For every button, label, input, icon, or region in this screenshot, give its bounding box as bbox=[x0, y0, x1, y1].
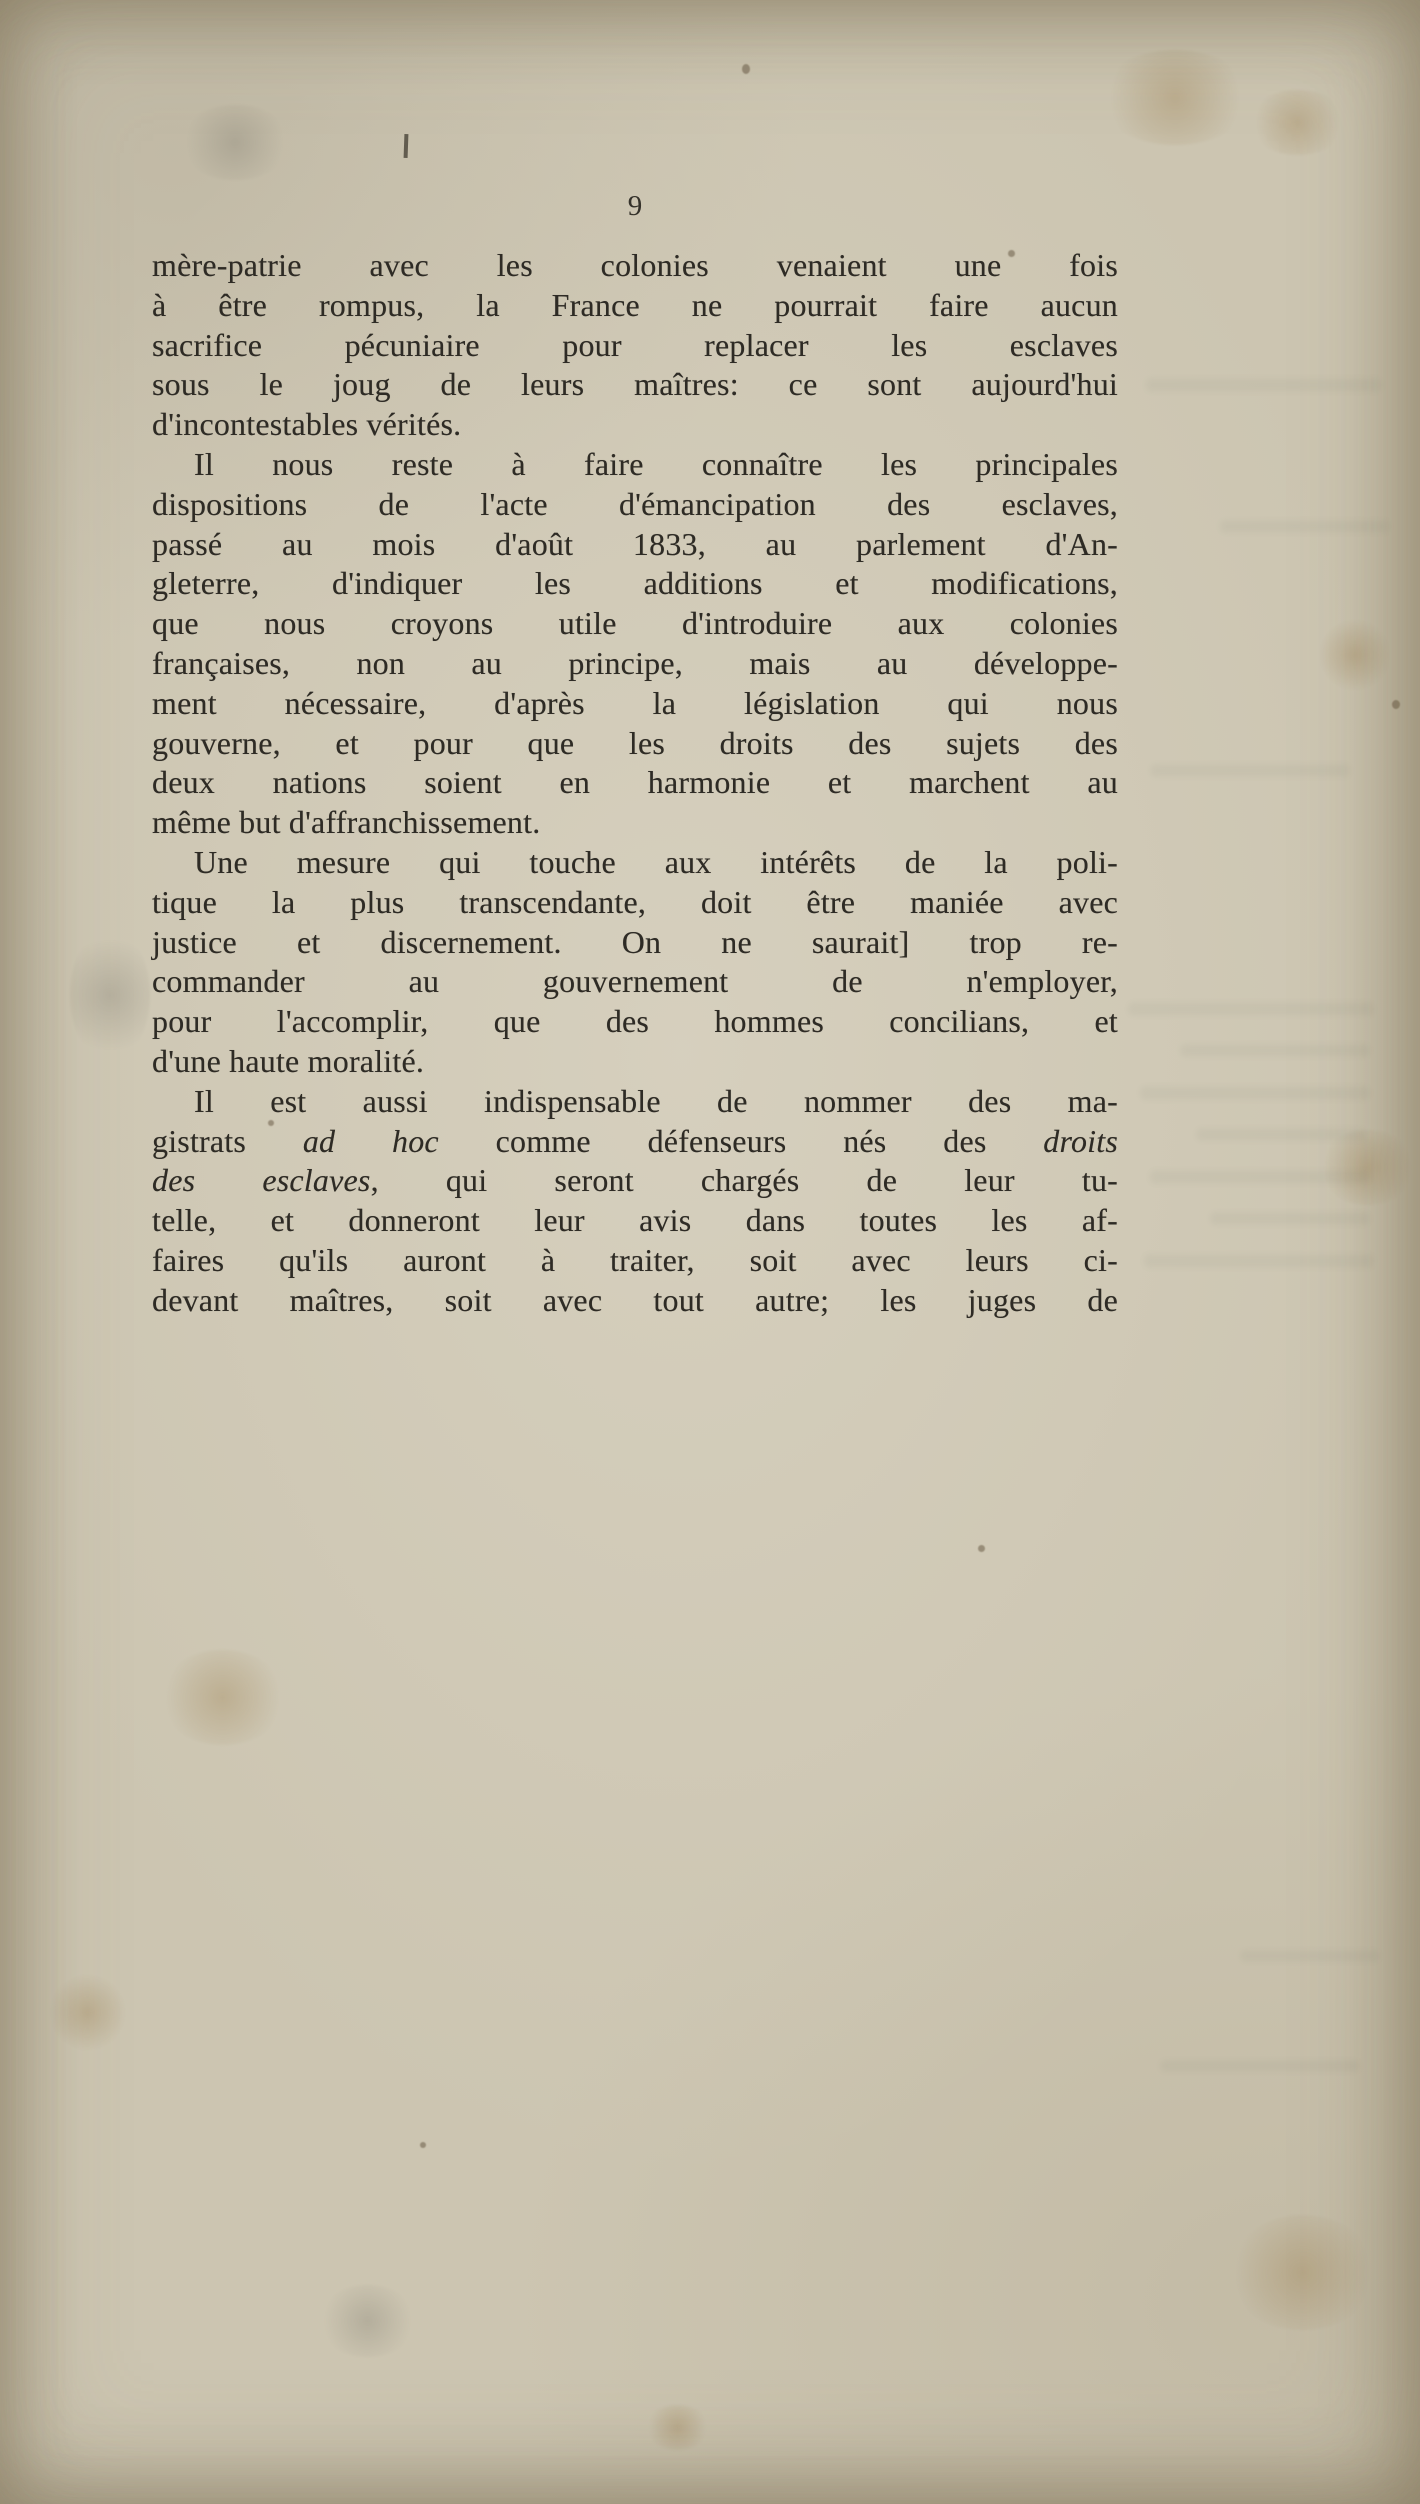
stain bbox=[1230, 2215, 1375, 2330]
text-line: gleterre, d'indiquer les additions et modifications, bbox=[152, 565, 1118, 602]
stain bbox=[1320, 620, 1390, 690]
bleed-through-mark bbox=[1150, 764, 1350, 777]
text-line: commander au gouvernement de n'employer, bbox=[152, 963, 1118, 1000]
ink-speck bbox=[420, 2142, 426, 2148]
text-line: Une mesure qui touche aux intérêts de la poli- bbox=[194, 843, 1118, 880]
text-segment-italic: des esclaves bbox=[152, 1162, 371, 1199]
text-line: telle, et donneront leur avis dans toutes les af- bbox=[152, 1202, 1118, 1239]
bleed-through-mark bbox=[1140, 1086, 1370, 1100]
text-segment: gistrats bbox=[152, 1122, 303, 1159]
bleed-through-mark bbox=[1144, 1254, 1374, 1268]
text-line: Il nous reste à faire connaître les principales bbox=[194, 445, 1118, 482]
stain bbox=[50, 1975, 125, 2050]
text-line: dispositions de l'acte d'émancipation des esclaves, bbox=[152, 485, 1118, 522]
bleed-through-mark bbox=[1196, 1128, 1366, 1141]
text-line: justice et discernement. On ne saurait] trop re- bbox=[152, 923, 1118, 960]
stain bbox=[645, 2405, 710, 2450]
text-segment: , qui seront chargés de leur tu- bbox=[370, 1162, 1119, 1199]
text-line: sacrifice pécuniaire pour replacer les esclaves bbox=[152, 326, 1118, 363]
bleed-through-mark bbox=[1220, 520, 1390, 533]
text-line: que nous croyons utile d'introduire aux colonies bbox=[152, 605, 1118, 642]
bleed-through-mark bbox=[1150, 1170, 1370, 1184]
stain bbox=[320, 2285, 415, 2357]
text-line: tique la plus transcendante, doit être maniée avec bbox=[152, 883, 1118, 920]
text-segment-italic: droits bbox=[1043, 1122, 1118, 1159]
bleed-through-mark bbox=[1128, 1002, 1374, 1016]
stain bbox=[1100, 50, 1250, 145]
text-line bbox=[152, 1122, 1118, 1162]
page-number: 9 bbox=[627, 190, 643, 222]
text-line: faires qu'ils auront à traiter, soit avec leurs ci- bbox=[152, 1241, 1118, 1278]
text-line: gouverne, et pour que les droits des sujets des bbox=[152, 724, 1118, 761]
text-line: Il est aussi indispensable de nommer des ma- bbox=[194, 1082, 1118, 1119]
ink-speck bbox=[1392, 700, 1400, 709]
text-block bbox=[152, 246, 1118, 1321]
text-line: mère-patrie avec les colonies venaient une fois bbox=[152, 247, 1118, 283]
bleed-through-mark bbox=[1210, 1212, 1370, 1225]
bleed-through-mark bbox=[1146, 378, 1382, 392]
text-line: même but d'affranchissement. bbox=[152, 804, 541, 841]
text-line: sous le joug de leurs maîtres: ce sont aujourd'hui bbox=[152, 366, 1118, 403]
text-line: d'une haute moralité. bbox=[152, 1042, 425, 1079]
text-line: passé au mois d'août 1833, au parlement d'An- bbox=[152, 525, 1118, 562]
text-line: à être rompus, la France ne pourrait faire aucun bbox=[152, 286, 1118, 323]
stain bbox=[180, 105, 290, 180]
text-line: ment nécessaire, d'après la législation qui nous bbox=[152, 684, 1118, 721]
text-segment-italic: ad hoc bbox=[302, 1122, 439, 1159]
text-line: d'incontestables vérités. bbox=[152, 406, 462, 443]
text-line: pour l'accomplir, que des hommes concilians, et bbox=[152, 1003, 1118, 1040]
stain bbox=[70, 930, 150, 1060]
bleed-through-mark bbox=[1180, 1044, 1370, 1057]
text-line: deux nations soient en harmonie et marchent au bbox=[152, 764, 1118, 801]
text-line bbox=[152, 1161, 1118, 1201]
ink-speck bbox=[978, 1545, 985, 1552]
text-line: devant maîtres, soit avec tout autre; les juges de bbox=[152, 1281, 1118, 1318]
text-segment: comme défenseurs nés des bbox=[438, 1122, 1044, 1159]
ink-mark bbox=[404, 134, 409, 158]
stain bbox=[160, 1650, 285, 1745]
bleed-through-mark bbox=[1160, 2060, 1360, 2072]
stain bbox=[1320, 1130, 1415, 1205]
text-line: françaises, non au principe, mais au développe- bbox=[152, 644, 1118, 681]
ink-speck bbox=[742, 64, 750, 74]
bleed-through-mark bbox=[1240, 1950, 1380, 1962]
stain bbox=[1250, 90, 1345, 155]
